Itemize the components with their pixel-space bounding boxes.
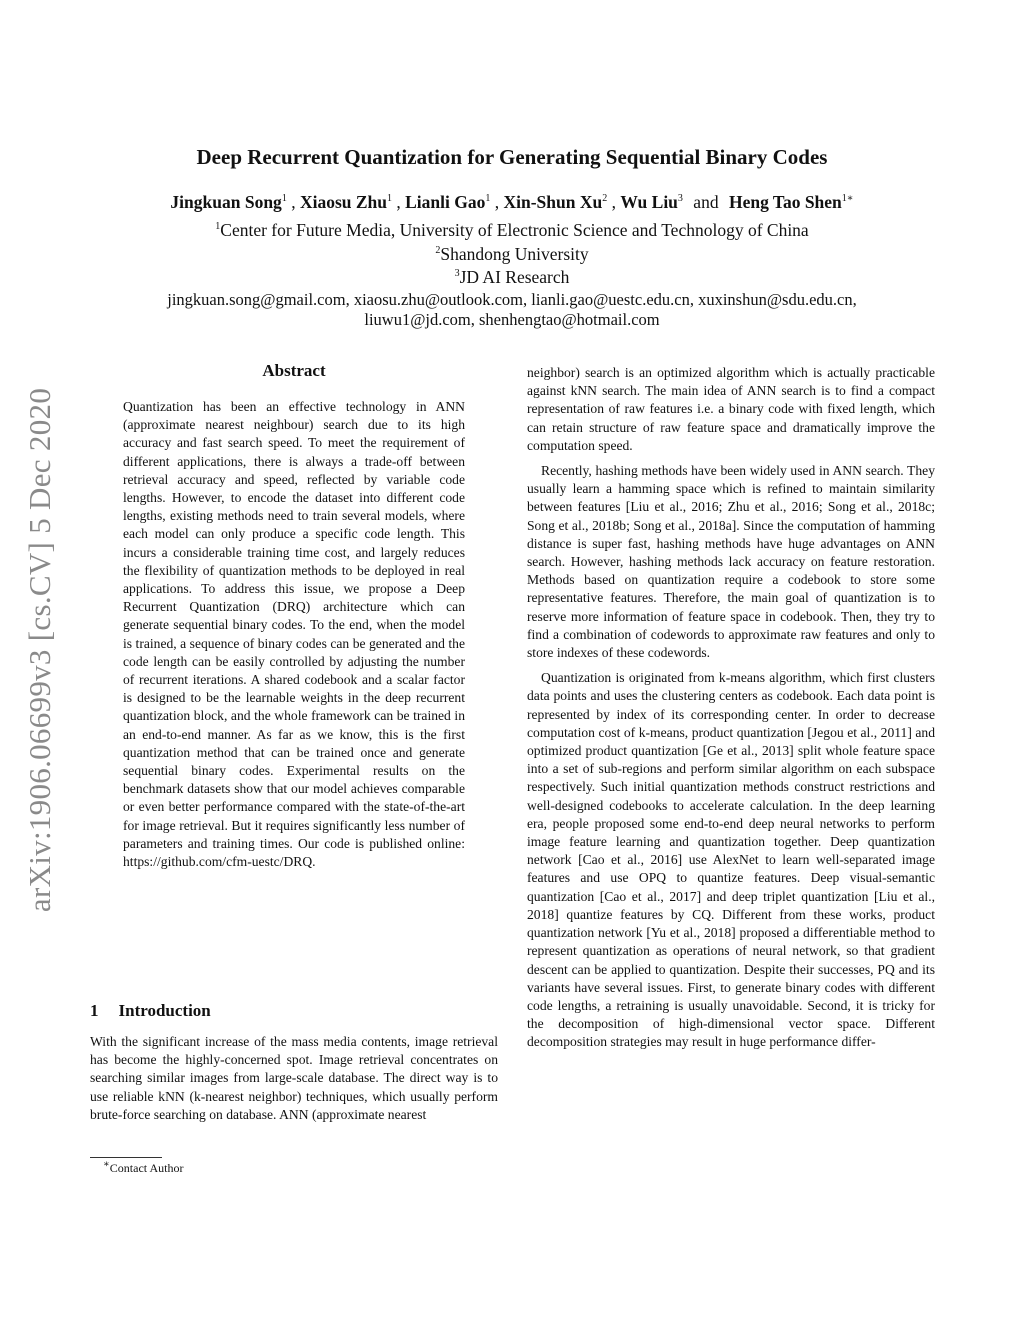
footnote-rule <box>90 1157 162 1158</box>
intro-paragraph: Quantization is originated from k-means algorithm, which first clusters data points and uses the clustering centers as codebook. Each data point is represented by index of its corresponding center. In order to decrease computation cost of k-means, product quantization [Jegou et al., 2011] and optimized product quantization [Ge et al., 2013] split whole feature space into a set of sub-regions and perform similar algorithm on each subspace respectively. Such initial quantization methods construct restrictions and well-designed codebooks to accelerate calculation. In the deep learning era, people proposed some end-to-end deep neural networks to perform image feature learning and quantization together. Deep quantization network [Cao et al., 2016] use AlexNet to learn well-separated image features and use OPQ to quantize features. Deep visual-semantic quantization [Cao et al., 2017] and deep triplet quantization [Liu et al., 2018] quantize features by CQ. Different from these works, product quantization network [Yu et al., 2018] proposed a differentiable method to represent quantization as operations of neural network, so that gradient descent can be applied to quantization. Despite their successes, PQ and its variants have several issues. First, to generate binary codes with different code lengths, a retraining is usually unavoidable. Second, it is tricky for the decomposition of high-dimensional vector space. Different decomposition strategies may result in huge performance differ- <box>527 670 935 1050</box>
affiliation: $^1$Center for Future Media, University of Electronic Science and Technology of China <box>215 220 809 240</box>
intro-column-left <box>90 1033 498 1124</box>
author-name: Wu Liu <box>620 192 678 212</box>
author-name: Lianli Gao <box>405 192 486 212</box>
affiliation: $^2$Shandong University <box>435 244 589 264</box>
author-list: Jingkuan Song$^1$ , Xiaosu Zhu$^1$ , Lianli Gao$^1$ , Xin-Shun Xu$^2$ , Wu Liu$^3$ and Heng Tao Shen$^{1∗}$ <box>170 192 854 212</box>
intro-paragraph: With the significant increase of the mass media contents, image retrieval has become the highly-concerned spot. Image retrieval concentrates on searching similar images from large-scale database. The direct way is to use reliable kNN (k-nearest neighbor) techniques, which usually perform brute-force searching on database. ANN (approximate nearest <box>90 1034 498 1122</box>
abstract-text: Quantization has been an effective technology in ANN (approximate nearest neighbour) search due to its high accuracy and fast search speed. To meet the requirement of different applications, there is always a trade-off between retrieval accuracy and speed, reflected by variable code lengths. However, to encode the dataset into different code lengths, existing methods need to train several models, where each model can only produce a specific code length. This incurs a considerable training time cost, and largely reduces the flexibility of quantization methods to be deployed in real applications. To address this issue, we propose a Deep Recurrent Quantization (DRQ) architecture which can generate sequential binary codes. To the end, when the model is trained, a sequence of binary codes can be generated and the code length can be easily controlled by adjusting the number of recurrent iterations. A shared codebook and a scalar factor is designed to be the learnable weights in the deep recurrent quantization block, and the whole framework can be trained in an end-to-end manner. As far as we know, this is the first quantization method that can be trained once and generate sequential binary codes. Experimental results on the benchmark datasets show that our model achieves comparable or even better performance compared with the state-of-the-art for image retrieval. But it requires significantly less number of parameters and training times. Our code is published online: https://github.com/cfm-uestc/DRQ. <box>123 399 465 870</box>
author-name: Jingkuan Song <box>170 192 282 212</box>
arxiv-sidebar-stamp <box>22 340 58 960</box>
author-name: Heng Tao Shen <box>728 192 842 212</box>
section-number: 1 <box>90 1001 99 1020</box>
email-line: jingkuan.song@gmail.com, xiaosu.zhu@outlook.com, lianli.gao@uestc.edu.cn, xuxinshun@sdu.edu.cn, <box>167 290 857 309</box>
section-title: Introduction <box>118 1001 211 1020</box>
intro-paragraph: neighbor) search is an optimized algorithm which is actually practicable against kNN search. The main idea of ANN search is to find a compact representation of raw features i.e. a binary code with fixed length, which can retain structure of raw feature space and dramatically improve the computation speed. <box>527 365 935 453</box>
arxiv-id: arXiv:1906.06699v3 [cs.CV] 5 Dec 2020 <box>22 387 57 913</box>
abstract-heading: Abstract <box>262 361 326 380</box>
paper-title: Deep Recurrent Quantization for Generating Sequential Binary Codes <box>196 145 828 169</box>
intro-paragraph: Recently, hashing methods have been widely used in ANN search. They usually learn a hamming space which is refined to maintain similarity between features [Liu et al., 2016; Zhu et al., 2016; Song et al., 2018c; Song et al., 2018b; Song et al., 2018a]. Since the computation of hamming distance is super fast, hashing methods have huge advantages on ANN search. However, hashing methods lack accuracy on feature restoration. Methods based on quantization require a codebook to store some representative features. Therefore, the main goal of quantization is to reserve more information of feature space in codebook. Then, they try to find a combination of codewords to approximate raw features and only to store indexes of these codewords. <box>527 463 935 661</box>
abstract-body <box>123 398 465 871</box>
footnote: ∗Contact Author <box>103 1159 184 1175</box>
email-line: liuwu1@jd.com, shenhengtao@hotmail.com <box>364 310 660 329</box>
author-name: Xiaosu Zhu <box>299 192 387 212</box>
section-heading <box>90 1001 211 1021</box>
intro-column-right <box>527 364 935 1052</box>
author-conjunction: and <box>693 192 719 212</box>
author-name: Xin-Shun Xu <box>503 192 603 212</box>
affiliation: $^3$JD AI Research <box>454 267 570 287</box>
